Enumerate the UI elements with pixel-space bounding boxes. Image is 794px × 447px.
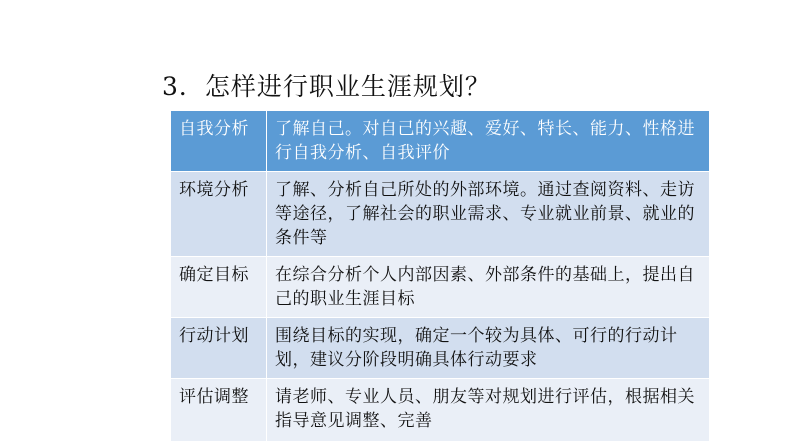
step-label: 确定目标 [171, 257, 267, 318]
slide-title: 3．怎样进行职业生涯规划？ [162, 72, 491, 101]
step-label: 行动计划 [171, 318, 267, 379]
planning-steps-table [170, 110, 710, 442]
table-row [171, 318, 710, 379]
step-description: 请老师、专业人员、朋友等对规划进行评估，根据相关指导意见调整、完善 [267, 379, 710, 442]
table-row [171, 257, 710, 318]
table-row [171, 379, 710, 442]
step-label: 评估调整 [171, 379, 267, 442]
step-description: 在综合分析个人内部因素、外部条件的基础上，提出自己的职业生涯目标 [267, 257, 710, 318]
step-label: 自我分析 [171, 111, 267, 172]
table-row [171, 111, 710, 172]
step-description: 围绕目标的实现，确定一个较为具体、可行的行动计划，建议分阶段明确具体行动要求 [267, 318, 710, 379]
step-label: 环境分析 [171, 172, 267, 257]
table-row [171, 172, 710, 257]
step-description: 了解自己。对自己的兴趣、爱好、特长、能力、性格进行自我分析、自我评价 [267, 111, 710, 172]
step-description: 了解、分析自己所处的外部环境。通过查阅资料、走访等途径，了解社会的职业需求、专业就业前景、就业的条件等 [267, 172, 710, 257]
